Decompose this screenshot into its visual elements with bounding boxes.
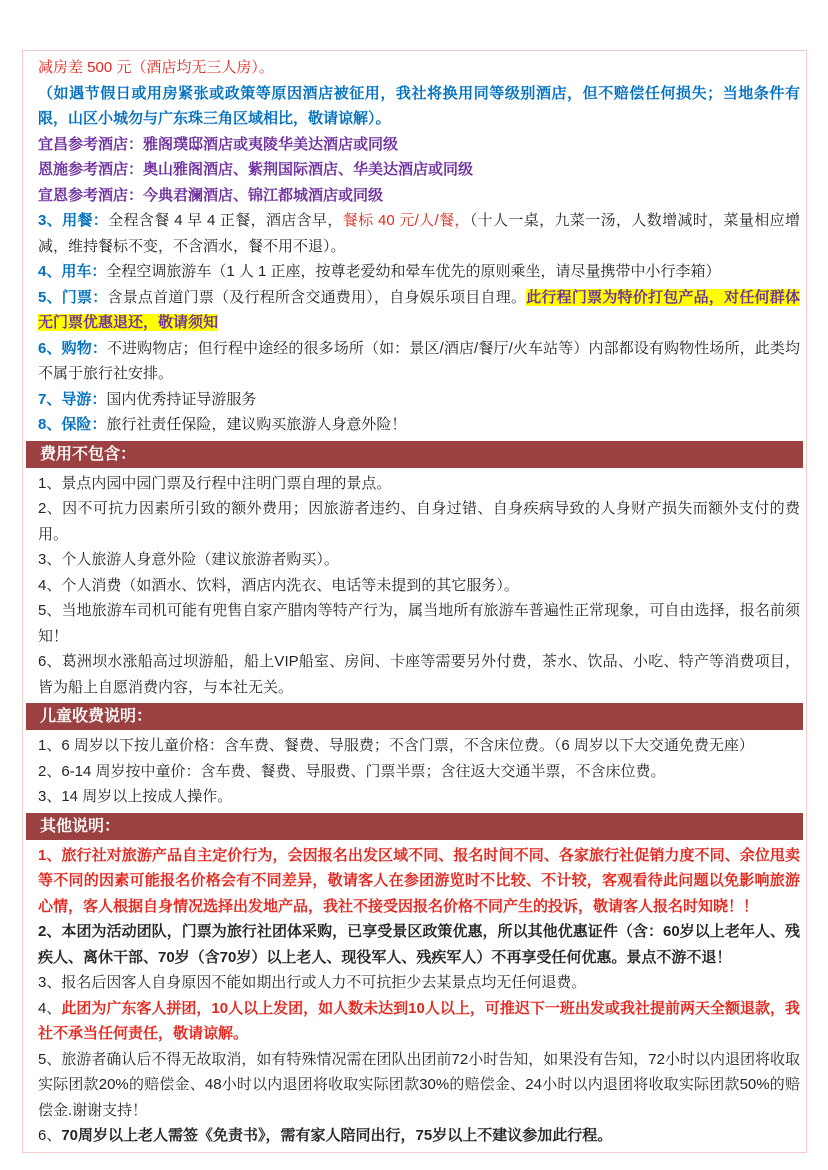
yichang-reference-hotels-text: 宜昌参考酒店：雅阁璞邸酒店或夷陵华美达酒店或同级 <box>38 135 399 153</box>
xuanen-reference-hotels-text: 宣恩参考酒店：今典君澜酒店、锦江都城酒店或同级 <box>38 186 384 204</box>
document-body <box>26 55 803 1149</box>
fees-excluded-5-text: 5、当地旅游车司机可能有兜售自家产腊肉等特产行为，属当地所有旅游车普遍性正常现象，可自由选择，报名前须知！ <box>38 602 800 645</box>
child-fee-1-text: 1、6 周岁以下按儿童价格：含车费、餐费、导服费；不含门票，不含床位费。（6 周岁以下大交通免费无座） <box>38 737 754 754</box>
item-vehicle-text: 全程空调旅游车（1 人 1 正座，按尊老爱幼和晕车优先的原则乘坐，请尽量携带中小行李箱） <box>106 263 721 280</box>
room-difference-note <box>26 55 803 81</box>
other-note-1-text: 1、旅行社对旅游产品自主定价行为，会因报名出发区域不同、报名时间不同、各家旅行社促销力度不同、余位甩卖等不同的因素可能报名价格会有不同差异，敬请客人在参团游览时不比较、不计较，客观看待此问题以免影响旅游心情，客人根据自身情况选择出发地产品，我社不接受因报名价格不同产生的投诉，敬请客人报名时知晓！！ <box>38 846 800 915</box>
child-fee-2-text: 2、6-14 周岁按中童价：含车费、餐费、导服费、门票半票；含往返大交通半票，不含床位费。 <box>38 762 666 780</box>
fees-excluded-1-text: 1、景点内园中园门票及行程中注明门票自理的景点。 <box>38 474 392 492</box>
yichang-reference-hotels <box>26 132 803 158</box>
other-note-4-text: 4、 <box>38 999 62 1017</box>
xuanen-reference-hotels <box>26 183 803 209</box>
fees-excluded-4-text: 4、个人消费（如酒水、饮料，酒店内洗衣、电话等未提到的其它服务）。 <box>38 576 519 594</box>
enshi-reference-hotels <box>26 157 803 183</box>
fees-excluded-2-text: 2、因不可抗力因素所引致的额外费用；因旅游者违约、自身过错、自身疾病导致的人身财产损失而额外支付的费用。 <box>38 500 800 543</box>
other-note-1 <box>26 843 803 920</box>
item-insurance-text: 旅行社责任保险，建议购买旅游人身意外险！ <box>106 416 407 433</box>
fees-excluded-5 <box>26 598 803 649</box>
item-vehicle <box>26 259 803 285</box>
other-note-5-text: 5、旅游者确认后不得无故取消，如有特殊情况需在团队出团前72小时告知，如果没有告知，72小时以内退团将收取实际团款20%的赔偿金、48小时以内退团将收取实际团款30%的赔偿金、24小时以内退团将收取实际团款50%的赔偿金.谢谢支持！ <box>38 1050 800 1119</box>
fees-excluded-4 <box>26 573 803 599</box>
other-note-6 <box>26 1123 803 1149</box>
item-tickets-text: 此行程门票为特价打包产品，对任何群体无门票优惠退还，敬请须知 <box>38 288 800 331</box>
item-insurance <box>26 412 803 438</box>
item-meals-text: 餐标 40 元/人/餐， <box>342 212 470 229</box>
other-note-4 <box>26 996 803 1047</box>
fees-excluded-3-text: 3、个人旅游人身意外险（建议旅游者购买）。 <box>38 551 339 568</box>
item-insurance-text: 8、保险： <box>38 416 107 433</box>
fees-excluded-6 <box>26 649 803 700</box>
child-fee-3 <box>26 784 803 810</box>
item-tickets-text: 含景点首道门票（及行程所含交通费用），自身娱乐项目自理。 <box>107 288 527 306</box>
other-note-2 <box>26 919 803 970</box>
room-difference-note-text: 减房差 500 元（酒店均无三人房）。 <box>38 59 274 76</box>
section-header-fees-excluded: 费用不包含： <box>26 441 803 468</box>
hotel-substitution-note <box>26 81 803 132</box>
fees-excluded-1 <box>26 471 803 497</box>
item-meals <box>26 208 803 259</box>
child-fee-3-text: 3、14 周岁以上按成人操作。 <box>38 788 233 805</box>
item-meals-text: 3、用餐： <box>38 212 109 229</box>
other-note-6-text: 6、 <box>38 1127 62 1144</box>
item-shopping <box>26 336 803 387</box>
other-note-3 <box>26 970 803 996</box>
hotel-substitution-note-text: （如遇节假日或用房紧张或政策等原因酒店被征用，我社将换用同等级别酒店，但不赔偿任何损失；当地条件有限，山区小城勿与广东珠三角区域相比，敬请谅解）。 <box>38 84 800 127</box>
item-shopping-text: 6、购物： <box>38 339 107 357</box>
other-note-3-text: 3、报名后因客人自身原因不能如期出行或人力不可抗拒少去某景点均无任何退费。 <box>38 974 587 991</box>
section-header-other-notes: 其他说明： <box>26 813 803 840</box>
item-meals-text: 全程含餐 4 早 4 正餐，酒店含早， <box>108 212 343 229</box>
itinerary-notes-document <box>22 50 807 1153</box>
item-meals-text: （十人一桌，九菜一汤，人数增减时，菜量相应增减，维持餐标不变，不含酒水，餐不用不退）。 <box>38 212 801 255</box>
fees-excluded-2 <box>26 496 803 547</box>
enshi-reference-hotels-text: 恩施参考酒店：奥山雅阁酒店、紫荆国际酒店、华美达酒店或同级 <box>38 161 474 178</box>
child-fee-1 <box>26 733 803 759</box>
other-note-6-text: 70周岁以上老人需签《免责书》，需有家人陪同出行，75岁以上不建议参加此行程。 <box>61 1127 613 1144</box>
other-note-5 <box>26 1047 803 1124</box>
item-guide-text: 国内优秀持证导游服务 <box>106 390 257 408</box>
item-tickets <box>26 285 803 336</box>
fees-excluded-3 <box>26 547 803 573</box>
item-guide <box>26 387 803 413</box>
section-header-child-fees: 儿童收费说明： <box>26 703 803 730</box>
item-tickets-text: 5、门票： <box>38 288 108 306</box>
child-fee-2 <box>26 759 803 785</box>
item-guide-text: 7、导游： <box>38 390 107 408</box>
other-note-4-text: 此团为广东客人拼团，10人以上发团，如人数未达到10人以上，可推迟下一班出发或我社提前两天全额退款，我社不承当任何责任，敬请谅解。 <box>38 999 801 1042</box>
item-shopping-text: 不进购物店；但行程中途经的很多场所（如：景区/酒店/餐厅/火车站等）内部都设有购物性场所，此类均不属于旅行社安排。 <box>38 339 800 382</box>
fees-excluded-6-text: 6、葛洲坝水涨船高过坝游船，船上VIP船室、房间、卡座等需要另外付费，茶水、饮品、小吃、特产等消费项目，皆为船上自愿消费内容，与本社无关。 <box>38 653 800 696</box>
other-note-2-text: 2、本团为活动团队，门票为旅行社团体采购，已享受景区政策优惠，所以其他优惠证件（含：60岁以上老年人、残疾人、离休干部、70岁（含70岁）以上老人、现役军人、残疾军人）不再享受任何优惠。景点不游不退！ <box>38 923 800 966</box>
item-vehicle-text: 4、用车： <box>38 263 107 280</box>
